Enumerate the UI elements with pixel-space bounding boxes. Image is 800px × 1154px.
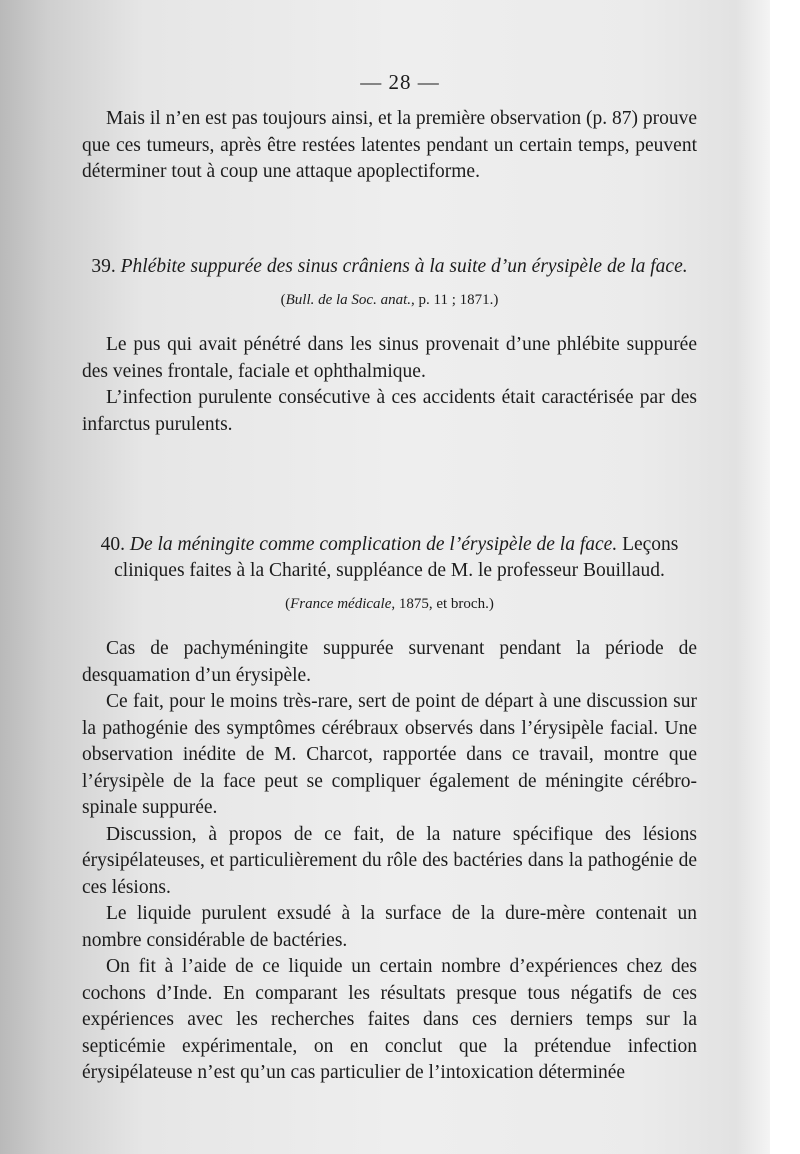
section-39-paragraph-2: L’infection purulente consécutive à ces accidents était caractérisée par des infarctus purulents. xyxy=(82,387,697,435)
section-39-title: Phlébite suppurée des sinus crâniens à la suite d’un érysipèle de la face. xyxy=(120,256,688,277)
section-39-reference: (Bull. de la Soc. anat., p. 11 ; 1871.) xyxy=(280,292,499,308)
section-39-number: 39. xyxy=(91,256,116,277)
section-39 xyxy=(82,254,697,438)
intro-paragraph: Mais il n’en est pas toujours ainsi, et la première observation (p. 87) prouve que ces tumeurs, après être restées latentes pendant un certain temps, peuvent déterminer tout à coup une attaque apoplectiforme. xyxy=(82,108,697,182)
section-39-reference-details: , p. 11 ; 1871. xyxy=(411,292,494,308)
section-40-reference: (France médicale, 1875, et broch.) xyxy=(285,596,494,612)
section-40-paragraph-1: Cas de pachyméningite suppurée survenant pendant la période de desquamation d’un érysipèle. xyxy=(82,638,697,686)
section-40-paragraph-4: Le liquide purulent exsudé à la surface de la dure-mère contenait un nombre considérable de bactéries. xyxy=(82,903,697,951)
section-40-title: De la méningite comme complication de l’érysipèle de la face. xyxy=(129,534,618,555)
section-40-number: 40. xyxy=(100,534,125,555)
section-40 xyxy=(82,532,697,1087)
section-40-reference-details: , 1875, et broch. xyxy=(391,596,489,612)
section-40-paragraph-5: On fit à l’aide de ce liquide un certain nombre d’expériences chez des cochons d’Inde. En comparant les résultats presque tous négatifs de ces expériences avec les recherches faites dans ces derniers temps sur la septicémie expérimentale, on en conclut que la prétendue infection érysipélateuse n’est qu’un cas particulier de l’intoxication déterminée xyxy=(82,956,697,1083)
section-40-reference-journal: France médicale xyxy=(290,596,392,612)
section-39-heading xyxy=(82,254,697,280)
section-39-paragraph-1: Le pus qui avait pénétré dans les sinus provenait d’une phlébite suppurée des veines frontale, faciale et ophthalmique. xyxy=(82,334,697,382)
section-40-subtitle: Leçons cliniques faites à la Charité, suppléance de M. le professeur Bouillaud. xyxy=(114,534,679,581)
section-40-heading xyxy=(82,532,697,584)
intro-block xyxy=(82,106,697,186)
page-edge xyxy=(770,0,800,1154)
page-number: — 28 — xyxy=(360,70,440,94)
section-40-paragraph-3: Discussion, à propos de ce fait, de la nature spécifique des lésions érysipélateuses, et particulièrement du rôle des bactéries dans la pathogénie de ces lésions. xyxy=(82,823,697,898)
section-40-paragraph-2: Ce fait, pour le moins très-rare, sert de point de départ à une discussion sur la pathogénie des symptômes cérébraux observés dans l’érysipèle facial. Une observation inédite de M. Charcot, rapportée dans ce travail, montre que l’érysipèle de la face peut se compliquer également de méningite cérébro-spinale suppurée. xyxy=(82,691,697,818)
section-39-reference-journal: Bull. de la Soc. anat. xyxy=(285,292,412,308)
